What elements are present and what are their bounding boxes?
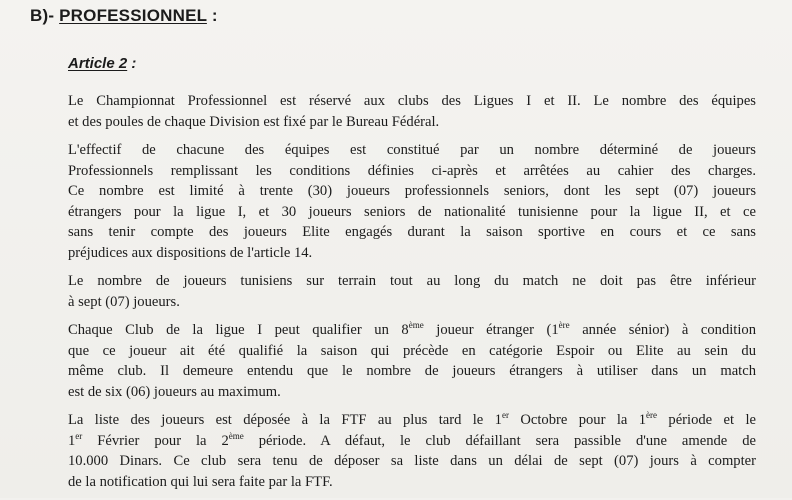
article-body bbox=[68, 91, 756, 500]
text-line bbox=[68, 431, 756, 452]
text-line: L'effectif de chacune des équipes est constitué par un nombre déterminé de joueurs bbox=[68, 142, 756, 158]
superscript: er bbox=[501, 410, 509, 421]
text-line: Le nombre de joueurs tunisiens sur terrain tout au long du match ne doit pas être inférieur bbox=[68, 273, 756, 289]
text-segment: Février pour la 2 bbox=[82, 432, 229, 449]
paragraph-1 bbox=[68, 91, 756, 132]
text-line: et des poules de chaque Division est fixé par le Bureau Fédéral. bbox=[68, 113, 440, 130]
text-line: Le Championnat Professionnel est réservé aux clubs des Ligues I et II. Le nombre des équipes bbox=[68, 93, 756, 109]
text-line: que ce joueur ait été qualifié la saison qui précède en catégorie Espoir ou Elite au sein du bbox=[68, 342, 756, 359]
text-line: est de six (06) joueurs au maximum. bbox=[68, 383, 281, 400]
text-line: préjudices aux dispositions de l'article 14. bbox=[68, 244, 313, 261]
text-segment: joueur étranger (1 bbox=[423, 322, 559, 338]
text-segment: La liste des joueurs est déposée à la FTF au plus tard le 1 bbox=[68, 412, 502, 428]
superscript: ère bbox=[558, 320, 570, 331]
section-heading bbox=[30, 6, 218, 26]
section-suffix: : bbox=[206, 6, 218, 25]
section-title: PROFESSIONNEL bbox=[59, 6, 207, 25]
article-heading bbox=[68, 55, 136, 72]
text-line: de la notification qui lui sera faite par la FTF. bbox=[68, 473, 333, 490]
superscript: ème bbox=[228, 430, 244, 441]
text-line: 10.000 Dinars. Ce club sera tenu de déposer sa liste dans un délai de sept (07) jours à compter bbox=[68, 453, 756, 469]
text-line bbox=[68, 410, 756, 431]
superscript: ème bbox=[408, 320, 424, 331]
text-line: Ce nombre est limité à trente (30) joueurs professionnels seniors, dont les sept (07) joueurs bbox=[68, 183, 756, 199]
text-segment: Octobre pour la 1 bbox=[508, 412, 647, 428]
paragraph-2 bbox=[68, 140, 756, 263]
text-line: même club. Il demeure entendu que le nombre de joueurs étrangers à utiliser dans un match bbox=[68, 363, 756, 379]
section-prefix: B)- bbox=[30, 6, 60, 25]
text-segment: période. A défaut, le club défaillant sera passible d'une amende de bbox=[243, 432, 756, 449]
text-segment: 1 bbox=[68, 432, 76, 449]
text-line bbox=[68, 320, 756, 341]
text-segment: période et le bbox=[657, 412, 756, 428]
paragraph-3 bbox=[68, 271, 756, 312]
text-line: Professionnels remplissant les conditions définies ci-après et arrêtées au cahier des charges. bbox=[68, 162, 756, 179]
superscript: ère bbox=[646, 410, 658, 421]
superscript: er bbox=[75, 430, 83, 441]
text-segment: Chaque Club de la ligue I peut qualifier un 8 bbox=[68, 322, 409, 338]
text-segment: année sénior) à condition bbox=[569, 322, 757, 338]
article-suffix: : bbox=[127, 55, 137, 72]
text-line: étrangers pour la ligue I, et 30 joueurs seniors de nationalité tunisienne pour la ligue II, et ce bbox=[68, 203, 756, 220]
text-line: sans tenir compte des joueurs Elite engagés durant la saison sportive en cours et ce sans bbox=[68, 224, 756, 240]
paragraph-5 bbox=[68, 410, 756, 492]
text-line: à sept (07) joueurs. bbox=[68, 293, 180, 310]
article-label: Article 2 bbox=[68, 55, 128, 72]
paragraph-4 bbox=[68, 320, 756, 402]
